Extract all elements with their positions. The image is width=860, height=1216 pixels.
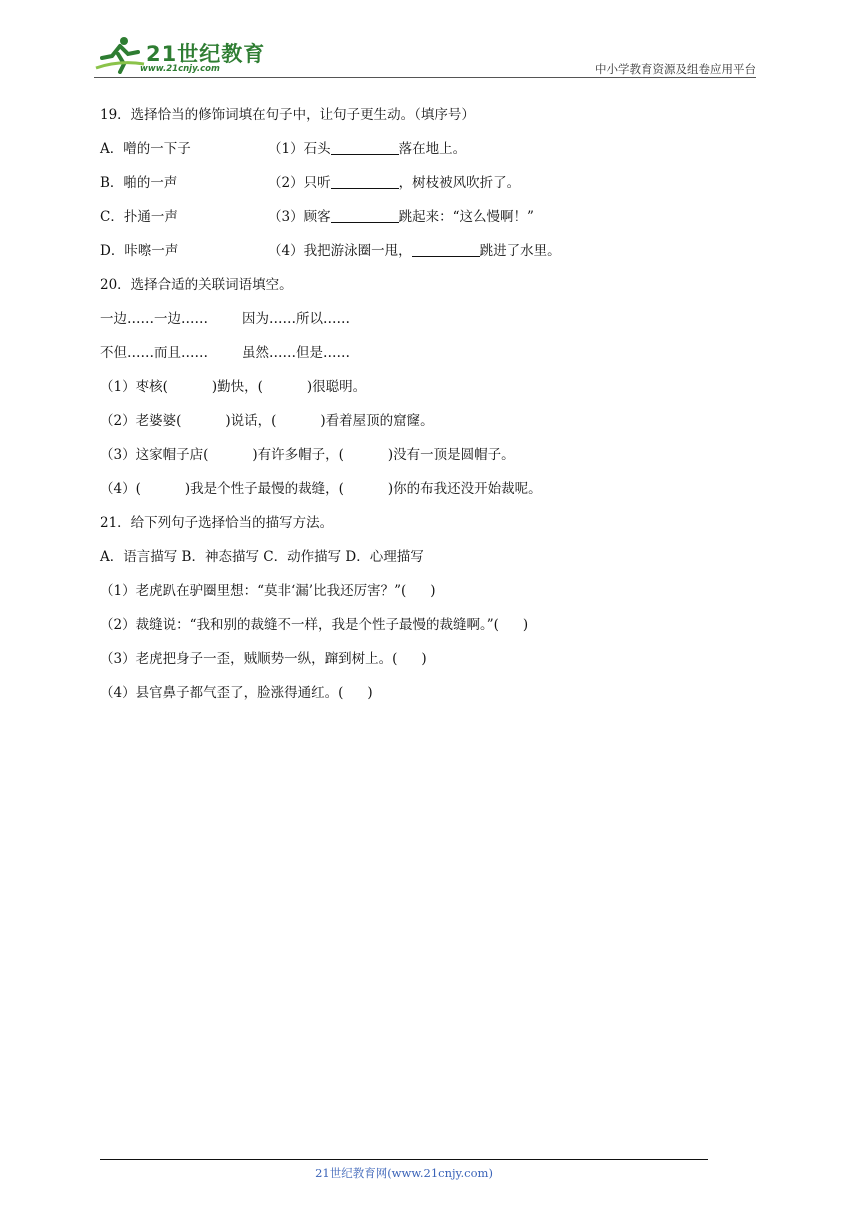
q20-item (100, 438, 760, 472)
q20-part: （3）这家帽子店( (100, 447, 209, 463)
q20-word-bank (100, 302, 760, 336)
q19-sentence-end: 落在地上。 (398, 141, 467, 157)
q20-part: )没有一顶是圆帽子。 (387, 447, 515, 463)
q20-part: )你的布我还没开始裁呢。 (387, 481, 542, 497)
q21-sentence: （2）裁缝说：“我和别的裁缝不一样，我是个性子最慢的裁缝啊。”( (100, 617, 499, 633)
q19-option: C．扑通一声 (100, 209, 178, 225)
q21-close: ) (367, 685, 373, 701)
q19-row (100, 200, 760, 234)
q20-part: )说话，( (225, 413, 277, 429)
q21-options: A．语言描写 B．神态描写 C．动作描写 D．心理描写 (100, 549, 424, 565)
q19-sentence-end: ，树枝被风吹折了。 (398, 175, 521, 191)
q20-word: 因为……所以…… (242, 311, 350, 327)
q19-option: B．啪的一声 (100, 175, 178, 191)
q21-title: 21．给下列句子选择恰当的描写方法。 (100, 515, 334, 531)
answer-blank[interactable] (331, 173, 399, 189)
q20-word: 不但……而且…… (100, 345, 208, 361)
q20-item (100, 404, 760, 438)
q21-item (100, 574, 760, 608)
footer-divider (100, 1159, 708, 1160)
logo-text: 21世纪教育 (146, 42, 266, 66)
q19-row (100, 166, 760, 200)
q21-item (100, 642, 760, 676)
q19-sentence-start: （3）顾客 (268, 209, 331, 225)
q20-part: （4）( (100, 481, 141, 497)
q21-sentence: （1）老虎趴在驴圈里想：“莫非‘漏’比我还厉害？”( (100, 583, 407, 599)
q21-item (100, 608, 760, 642)
q20-item (100, 370, 760, 404)
q20-part: （2）老婆婆( (100, 413, 182, 429)
answer-blank[interactable] (331, 207, 399, 223)
q21-sentence: （3）老虎把身子一歪，贼顺势一纵，蹿到树上。( (100, 651, 398, 667)
answer-blank[interactable] (412, 241, 480, 257)
q19-option: A．噌的一下子 (100, 141, 191, 157)
q20-part: )我是个性子最慢的裁缝，( (184, 481, 344, 497)
q20-title: 20．选择合适的关联词语填空。 (100, 277, 293, 293)
logo-url: www.21cnjy.com (140, 64, 220, 74)
footer-text[interactable]: 21世纪教育网(www.21cnjy.com) (315, 1166, 493, 1180)
q20-word-bank (100, 336, 760, 370)
header-divider (94, 77, 756, 78)
platform-title: 中小学教育资源及组卷应用平台 (595, 62, 756, 76)
q19-row (100, 234, 760, 268)
q20-word: 虽然……但是…… (242, 345, 350, 361)
exercise-content (100, 98, 760, 710)
q19-sentence-start: （4）我把游泳圈一甩， (268, 243, 412, 259)
q20-part: )看着屋顶的窟窿。 (320, 413, 434, 429)
q21-item (100, 676, 760, 710)
q21-close: ) (421, 651, 427, 667)
q19-sentence-start: （2）只听 (268, 175, 331, 191)
q19-option: D．咔嚓一声 (100, 243, 179, 259)
q19-title: 19．选择恰当的修饰词填在句子中，让句子更生动。（填序号） (100, 107, 475, 123)
logo (94, 34, 264, 74)
q20-item (100, 472, 760, 506)
q19-row (100, 132, 760, 166)
q20-part: )勤快，( (211, 379, 263, 395)
q19-sentence-end: 跳起来：“这么慢啊！” (398, 209, 534, 225)
q21-close: ) (430, 583, 436, 599)
q20-word: 一边……一边…… (100, 311, 208, 327)
q20-part: )有许多帽子，( (252, 447, 344, 463)
page-header (94, 30, 756, 78)
q21-sentence: （4）县官鼻子都气歪了，脸涨得通红。( (100, 685, 344, 701)
q20-part: （1）枣核( (100, 379, 168, 395)
q19-sentence-end: 跳进了水里。 (479, 243, 561, 259)
q19-sentence-start: （1）石头 (268, 141, 331, 157)
answer-blank[interactable] (331, 139, 399, 155)
q20-part: )很聪明。 (306, 379, 367, 395)
q21-close: ) (522, 617, 529, 633)
